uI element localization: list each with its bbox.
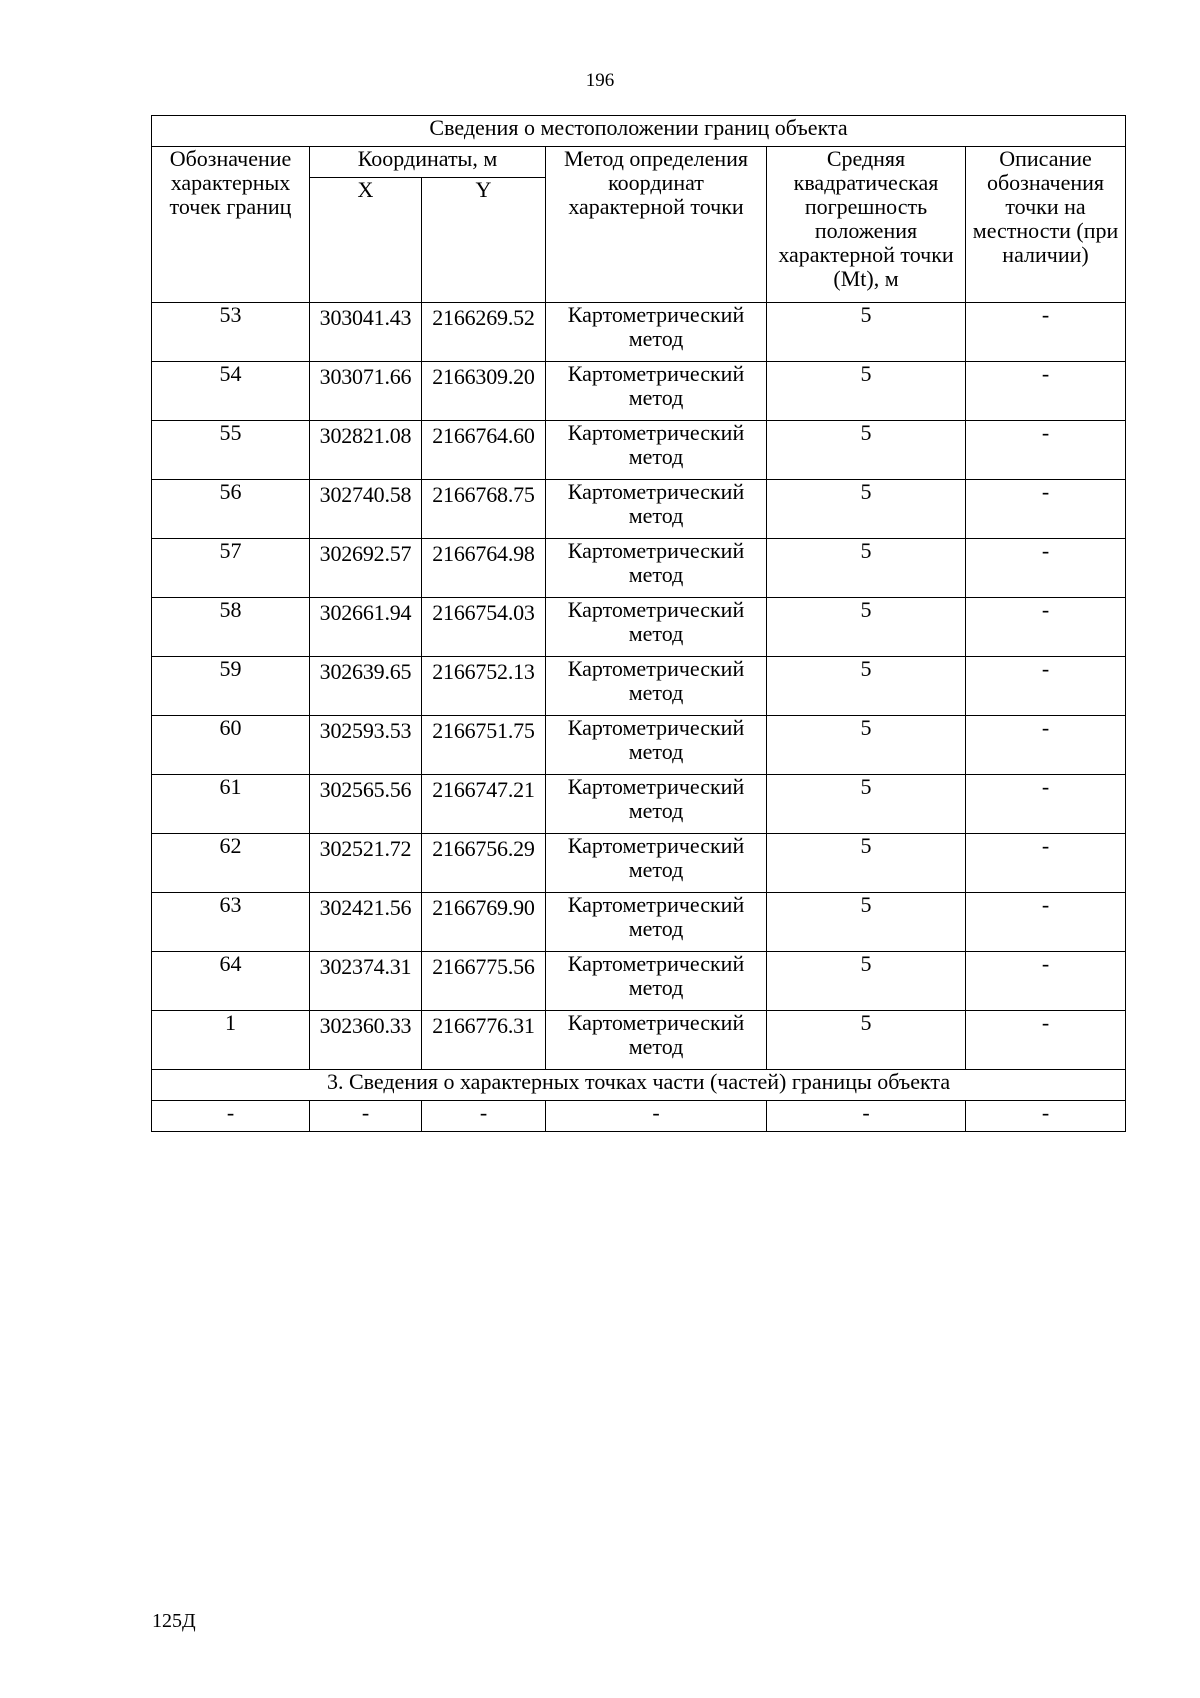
cell-error: 5 <box>767 480 966 539</box>
header-row-1 <box>152 147 1126 178</box>
cell-point: 62 <box>152 834 310 893</box>
table-row <box>152 834 1126 893</box>
cell-x: 302821.08 <box>310 421 422 480</box>
cell-method: Картометрический метод <box>546 539 767 598</box>
cell-method: Картометрический метод <box>546 598 767 657</box>
cell-description: - <box>966 893 1126 952</box>
cell-description: - <box>966 421 1126 480</box>
cell-x: 302692.57 <box>310 539 422 598</box>
table-row <box>152 303 1126 362</box>
cell-method: Картометрический метод <box>546 657 767 716</box>
header-x: X <box>310 178 422 303</box>
cell-x: 302740.58 <box>310 480 422 539</box>
cell-description: - <box>966 303 1126 362</box>
header-error: Средняя квадратическая погрешность положения характерной точки (Mt), м <box>767 147 966 303</box>
table-row <box>152 1011 1126 1070</box>
cell-error: 5 <box>767 952 966 1011</box>
cell-point: 1 <box>152 1011 310 1070</box>
cell-x: 302360.33 <box>310 1011 422 1070</box>
cell-description: - <box>966 598 1126 657</box>
cell-x: 302565.56 <box>310 775 422 834</box>
header-y: Y <box>422 178 546 303</box>
cell-error: 5 <box>767 893 966 952</box>
cell-method: Картометрический метод <box>546 421 767 480</box>
page-number: 196 <box>585 70 615 91</box>
cell-description: - <box>966 775 1126 834</box>
cell-error: 5 <box>767 1011 966 1070</box>
cell-point: 58 <box>152 598 310 657</box>
section3-cell: - <box>422 1101 546 1132</box>
cell-error: 5 <box>767 834 966 893</box>
cell-method: Картометрический метод <box>546 952 767 1011</box>
cell-y: 2166764.60 <box>422 421 546 480</box>
cell-error: 5 <box>767 421 966 480</box>
cell-description: - <box>966 657 1126 716</box>
cell-y: 2166752.13 <box>422 657 546 716</box>
cell-y: 2166768.75 <box>422 480 546 539</box>
cell-description: - <box>966 952 1126 1011</box>
section3-empty-row <box>152 1101 1126 1132</box>
cell-method: Картометрический метод <box>546 775 767 834</box>
cell-x: 302521.72 <box>310 834 422 893</box>
cell-point: 53 <box>152 303 310 362</box>
cell-error: 5 <box>767 539 966 598</box>
table-row <box>152 775 1126 834</box>
table-title: Сведения о местоположении границ объекта <box>152 116 1126 147</box>
section3-cell: - <box>966 1101 1126 1132</box>
cell-y: 2166754.03 <box>422 598 546 657</box>
cell-method: Картометрический метод <box>546 834 767 893</box>
cell-point: 59 <box>152 657 310 716</box>
cell-error: 5 <box>767 775 966 834</box>
cell-point: 64 <box>152 952 310 1011</box>
table-row <box>152 716 1126 775</box>
cell-y: 2166747.21 <box>422 775 546 834</box>
cell-error: 5 <box>767 303 966 362</box>
boundary-coordinates-table <box>151 115 1126 1132</box>
header-coords: Координаты, м <box>310 147 546 178</box>
cell-point: 56 <box>152 480 310 539</box>
section3-cell: - <box>767 1101 966 1132</box>
table-row <box>152 480 1126 539</box>
cell-x: 302374.31 <box>310 952 422 1011</box>
cell-point: 61 <box>152 775 310 834</box>
section3-cell: - <box>546 1101 767 1132</box>
cell-y: 2166309.20 <box>422 362 546 421</box>
cell-error: 5 <box>767 716 966 775</box>
cell-description: - <box>966 362 1126 421</box>
section3-title-row <box>152 1070 1126 1101</box>
cell-method: Картометрический метод <box>546 362 767 421</box>
cell-method: Картометрический метод <box>546 893 767 952</box>
table-row <box>152 952 1126 1011</box>
cell-y: 2166769.90 <box>422 893 546 952</box>
cell-description: - <box>966 834 1126 893</box>
cell-y: 2166775.56 <box>422 952 546 1011</box>
cell-error: 5 <box>767 657 966 716</box>
footer-code: 125Д <box>152 1610 196 1632</box>
section3-cell: - <box>310 1101 422 1132</box>
cell-point: 54 <box>152 362 310 421</box>
table-title-row <box>152 116 1126 147</box>
cell-y: 2166776.31 <box>422 1011 546 1070</box>
table-row <box>152 362 1126 421</box>
section3-title: 3. Сведения о характерных точках части (частей) границы объекта <box>152 1070 1126 1101</box>
cell-point: 63 <box>152 893 310 952</box>
table-row <box>152 893 1126 952</box>
cell-x: 302639.65 <box>310 657 422 716</box>
cell-description: - <box>966 480 1126 539</box>
cell-x: 302593.53 <box>310 716 422 775</box>
cell-method: Картометрический метод <box>546 1011 767 1070</box>
cell-x: 303041.43 <box>310 303 422 362</box>
cell-error: 5 <box>767 362 966 421</box>
table-row <box>152 657 1126 716</box>
cell-y: 2166764.98 <box>422 539 546 598</box>
header-point: Обозначение характерных точек границ <box>152 147 310 303</box>
cell-method: Картометрический метод <box>546 303 767 362</box>
cell-x: 302661.94 <box>310 598 422 657</box>
section3-cell: - <box>152 1101 310 1132</box>
cell-description: - <box>966 1011 1126 1070</box>
cell-description: - <box>966 716 1126 775</box>
cell-description: - <box>966 539 1126 598</box>
cell-point: 60 <box>152 716 310 775</box>
cell-y: 2166269.52 <box>422 303 546 362</box>
cell-x: 303071.66 <box>310 362 422 421</box>
table-row <box>152 598 1126 657</box>
cell-y: 2166756.29 <box>422 834 546 893</box>
table-row <box>152 421 1126 480</box>
header-description: Описание обозначения точки на местности (при наличии) <box>966 147 1126 303</box>
table-row <box>152 539 1126 598</box>
header-method: Метод определения координат характерной точки <box>546 147 767 303</box>
cell-point: 57 <box>152 539 310 598</box>
cell-error: 5 <box>767 598 966 657</box>
cell-y: 2166751.75 <box>422 716 546 775</box>
cell-x: 302421.56 <box>310 893 422 952</box>
cell-method: Картометрический метод <box>546 716 767 775</box>
cell-method: Картометрический метод <box>546 480 767 539</box>
cell-point: 55 <box>152 421 310 480</box>
